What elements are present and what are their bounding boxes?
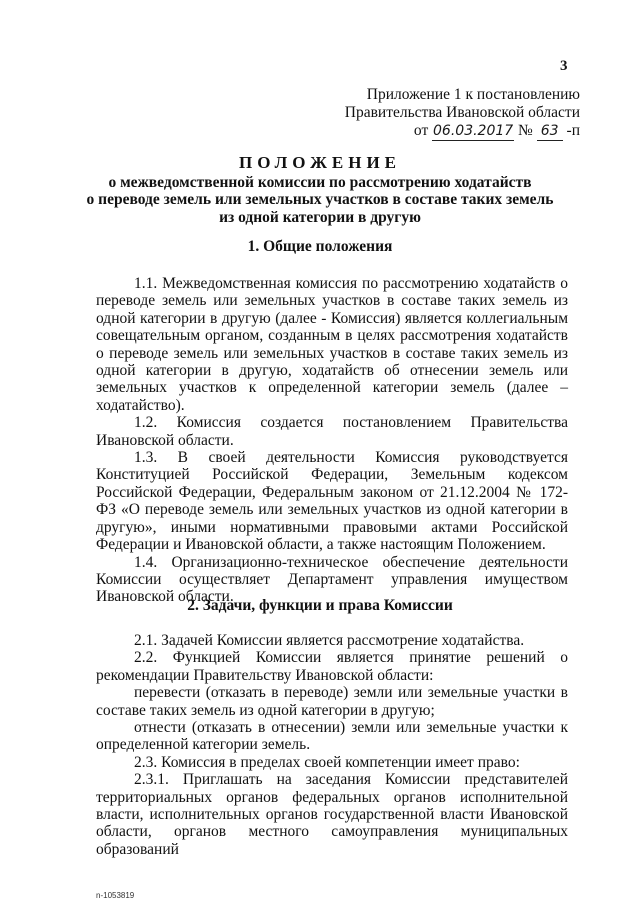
paragraph-1-1: 1.1. Межведомственная комиссия по рассмотрению ходатайств о переводе земель или земельных участков в составе таких земель из одной категории в другую (далее - Комиссия) является коллегиальным совещательным органом, созданным в целях рассмотрения ходатайств о переводе земель или земельных участков в составе таких земель из одной категории в другую, ходатайств об отнесении земель или земельных участков к определенной категории земель (далее – ходатайство). bbox=[96, 275, 568, 414]
number-suffix: -п bbox=[566, 122, 580, 139]
number-label: № bbox=[517, 122, 533, 139]
section-2-heading: 2. Задачи, функции и права Комиссии bbox=[187, 597, 453, 614]
date-prefix: от bbox=[413, 122, 429, 139]
paragraph-2-2: 2.2. Функцией Комиссии является принятие решений о рекомендации Правительству Ивановской области: bbox=[96, 649, 568, 684]
handwritten-number: 63 bbox=[537, 122, 563, 141]
paragraph-1-2: 1.2. Комиссия создается постановлением Правительства Ивановской области. bbox=[96, 414, 568, 449]
section-1-body bbox=[96, 275, 568, 606]
appendix-date-line bbox=[340, 122, 580, 141]
handwritten-date: 06.03.2017 bbox=[433, 123, 514, 139]
document-title: ПОЛОЖЕНИЕ bbox=[239, 153, 401, 172]
paragraph-2-1: 2.1. Задачей Комиссии является рассмотрение ходатайства. bbox=[134, 632, 525, 649]
paragraph-2-2-a: перевести (отказать в переводе) земли или земельные участки в составе таких земель из одной категории в другую; bbox=[96, 684, 568, 719]
subtitle-line: о переводе земель или земельных участков в составе таких земель bbox=[86, 191, 554, 209]
footer-code: n-1053819 bbox=[96, 891, 135, 900]
subtitle-line: о межведомственной комиссии по рассмотрению ходатайств bbox=[108, 174, 532, 191]
page-number: 3 bbox=[560, 58, 568, 74]
appendix-line-2: Правительства Ивановской области bbox=[344, 104, 580, 121]
paragraph-1-3: 1.3. В своей деятельности Комиссия руководствуется Конституцией Российской Федерации, Земельным кодексом Российской Федерации, Федеральным законом от 21.12.2004 № 172-ФЗ «О переводе земель или земельных участков из одной категории в другую», иными нормативными правовыми актами Российской Федерации и Ивановской области, а также настоящим Положением. bbox=[96, 449, 568, 554]
appendix-line-1: Приложение 1 к постановлению bbox=[366, 86, 580, 103]
section-2-body bbox=[96, 632, 568, 858]
subtitle-line: из одной категории в другую bbox=[219, 208, 421, 226]
document-subtitle bbox=[0, 174, 640, 226]
section-1-heading: 1. Общие положения bbox=[247, 238, 393, 255]
paragraph-2-3-1: 2.3.1. Приглашать на заседания Комиссии представителей территориальных органов федеральных органов исполнительной власти, исполнительных органов государственной власти Ивановской области, органов местного самоуправления муниципальных образований bbox=[96, 771, 568, 858]
paragraph-2-3: 2.3. Комиссия в пределах своей компетенции имеет право: bbox=[134, 753, 520, 771]
appendix-block bbox=[340, 86, 580, 141]
paragraph-1-4: 1.4. Организационно-техническое обеспечение деятельности Комиссии осуществляет Департамент управления имуществом Ивановской области. bbox=[96, 553, 568, 606]
paragraph-2-2-b: отнести (отказать в отнесении) земли или земельные участки к определенной категории земель. bbox=[96, 719, 568, 754]
